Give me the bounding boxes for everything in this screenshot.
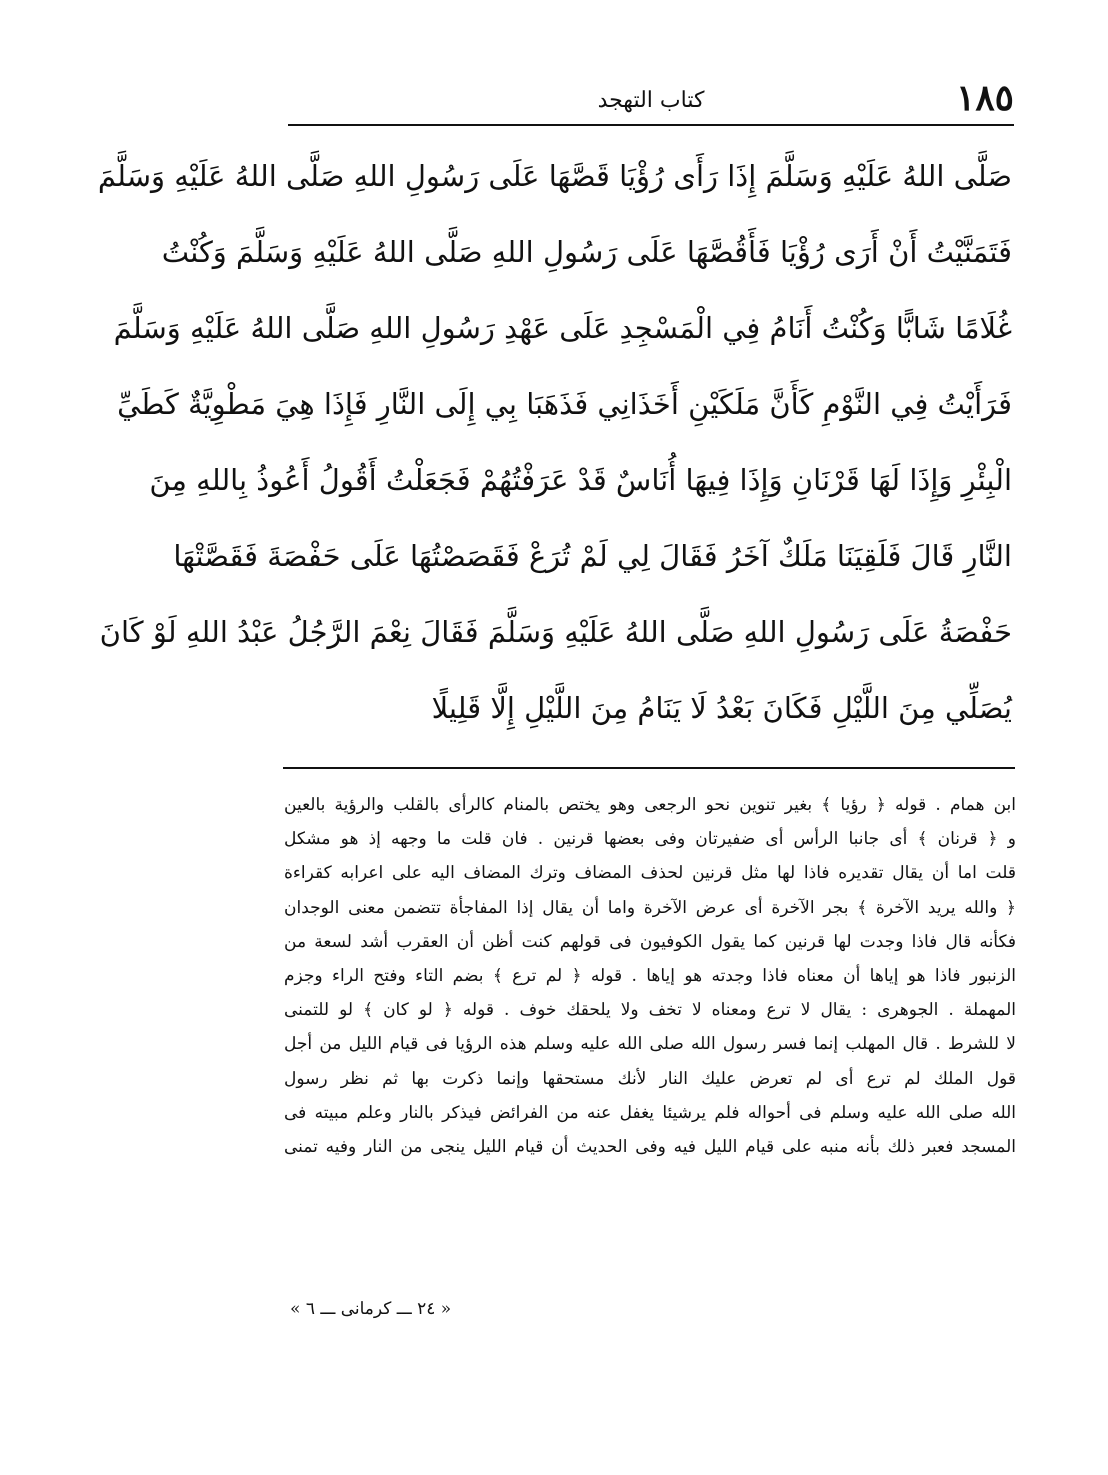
commentary-line: و ﴿ قرنان ﴾ أى جانبا الرأس أى ضفيرتان وفى بعضها قرنين . فان قلت ما وجهه إذ هو مشكل xyxy=(284,829,1016,850)
page-header xyxy=(288,78,1014,122)
commentary-line: الزنبور فاذا هو إياها أن معناه فاذا وجدته هو إياها . قوله ﴿ لم ترع ﴾ بضم التاء وفتح الراء وجزم xyxy=(284,965,1016,986)
footnote-rule xyxy=(283,767,1015,769)
commentary-line: المهملة . الجوهرى : يقال لا ترع ومعناه لا تخف ولا يلحقك خوف . قوله ﴿ لو كان ﴾ لو للتمنى xyxy=(284,1000,1016,1021)
commentary-line: فكأنه قال فاذا وجدت لها قرنين كما يقول الكوفيون فى قولهم كنت أظن أن العقرب أشد لسعة من xyxy=(284,931,1016,952)
commentary-line: قلت اما أن يقال تقديره فاذا لها مثل قرنين لحذف المضاف وترك المضاف اليه على اعرابه كقراءة xyxy=(284,863,1016,884)
hadith-line: صَلَّى اللهُ عَلَيْهِ وَسَلَّمَ إِذَا رَأَى رُؤْيَا قَصَّهَا عَلَى رَسُولِ اللهِ صَلَّى اللهُ عَلَيْهِ وَسَلَّمَ xyxy=(97,159,1012,193)
hadith-line: فَرَأَيْتُ فِي النَّوْمِ كَأَنَّ مَلَكَيْنِ أَخَذَانِي فَذَهَبَا بِي إِلَى النَّارِ فَإِذَا هِيَ مَطْوِيَّةٌ كَطَيِّ xyxy=(117,387,1012,421)
commentary-line: ﴿ والله يريد الآخرة ﴾ بجر الآخرة أى عرض الآخرة واما أن يقال إذا المفاجأة تتضمن معنى الوجدان xyxy=(284,897,1017,918)
running-title: كتاب التهجد xyxy=(597,88,705,113)
commentary-line: ابن همام . قوله ﴿ رؤيا ﴾ بغير تنوين نحو الرجعى وهو يختص بالمنام كالرأى بالقلب والرؤية بالعين xyxy=(284,795,1016,815)
hadith-line: غُلَامًا شَابًّا وَكُنْتُ أَنَامُ فِي الْمَسْجِدِ عَلَى عَهْدِ رَسُولِ اللهِ صَلَّى اللهُ عَلَيْهِ وَسَلَّمَ xyxy=(113,311,1012,345)
hadith-line: حَفْصَةُ عَلَى رَسُولِ اللهِ صَلَّى اللهُ عَلَيْهِ وَسَلَّمَ فَقَالَ نِعْمَ الرَّجُلُ عَبْدُ اللهِ لَوْ كَانَ xyxy=(99,615,1012,649)
hadith-line: الْبِئْرِ وَإِذَا لَهَا قَرْنَانِ وَإِذَا فِيهَا أُنَاسٌ قَدْ عَرَفْتُهُمْ فَجَعَلْتُ أَقُولُ أَعُوذُ بِاللهِ مِنَ xyxy=(149,463,1012,497)
hadith-text xyxy=(97,138,1012,746)
commentary-line: الله صلى الله عليه وسلم فى أحواله فلم يرشيئا يغفل عنه من الفرائض فيذكر بالنار وعلم مبيته فى xyxy=(284,1102,1016,1123)
commentary-line: لا للشرط . قال المهلب إنما فسر رسول الله صلى الله عليه وسلم هذه الرؤيا فى قيام الليل من أجل xyxy=(284,1034,1016,1055)
commentary-line: المسجد فعبر ذلك بأنه منبه على قيام الليل فيه وفى الحديث أن قيام الليل ينجى من النار وفيه تمنى xyxy=(284,1136,1016,1157)
hadith-line: فَتَمَنَّيْتُ أَنْ أَرَى رُؤْيَا فَأَقُصَّهَا عَلَى رَسُولِ اللهِ صَلَّى اللهُ عَلَيْهِ وَسَلَّمَ وَكُنْتُ xyxy=(161,235,1012,269)
commentary-text xyxy=(284,788,1016,1164)
signature-mark: « ٢٤ ـــ كرمانى ـــ ٦ » xyxy=(290,1299,452,1319)
hadith-line: النَّارِ قَالَ فَلَقِيَنَا مَلَكٌ آخَرُ فَقَالَ لِي لَمْ تُرَعْ فَقَصَصْتُهَا عَلَى حَفْصَةَ فَقَصَّتْهَا xyxy=(173,539,1012,573)
hadith-line: يُصَلِّي مِنَ اللَّيْلِ فَكَانَ بَعْدُ لَا يَنَامُ مِنَ اللَّيْلِ إِلَّا قَلِيلًا xyxy=(431,691,1012,725)
commentary-line: قول الملك لم ترع أى لم تعرض عليك النار لأنك مستحقها وإنما ذكرت بها ثم نظر رسول xyxy=(284,1068,1016,1089)
page-number: ١٨٥ xyxy=(955,77,1014,119)
header-rule xyxy=(288,124,1014,126)
